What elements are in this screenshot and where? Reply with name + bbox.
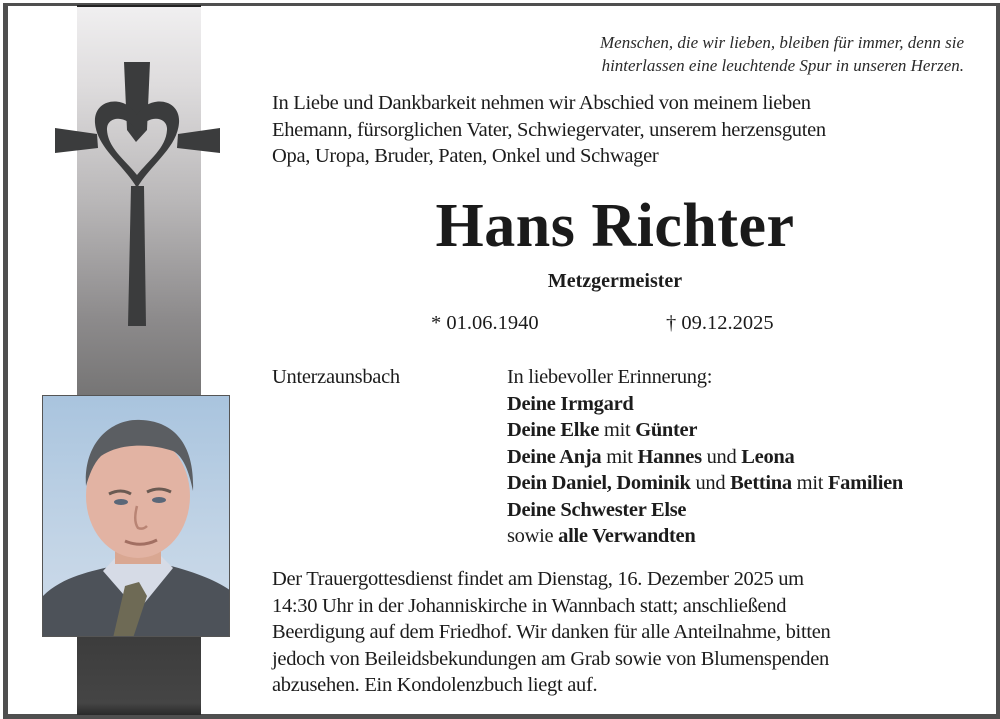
mourner-line — [507, 523, 903, 550]
mourner-name: Hannes — [637, 445, 702, 468]
mourner-line — [507, 444, 903, 471]
mourner-line — [507, 391, 903, 418]
quote-line: Menschen, die wir lieben, bleiben für immer, denn sie — [599, 33, 964, 52]
service-line: jedoch von Beileidsbekundungen am Grab sowie von Blumenspenden — [272, 647, 829, 670]
service-line: 14:30 Uhr in der Johanniskirche in Wannbach statt; anschließend — [272, 594, 787, 617]
portrait-photo — [42, 395, 230, 637]
strip-dark-bottom — [77, 635, 201, 715]
mourner-name: Günter — [635, 419, 698, 441]
mourner-name: Familien — [827, 472, 903, 494]
mourner-line — [507, 470, 903, 497]
connector-text: mit — [791, 472, 828, 494]
mourners-list — [507, 364, 903, 550]
deceased-occupation: Metzgermeister — [547, 270, 683, 292]
funeral-service-text — [272, 566, 972, 699]
mourners-heading: In liebevoller Erinnerung: — [507, 366, 713, 388]
quote-line: hinterlassen eine leuchtende Spur in unseren Herzen. — [601, 56, 964, 75]
connector-text: sowie — [507, 525, 559, 547]
birth-date: * 01.06.1940 — [431, 312, 539, 334]
mourner-line — [507, 417, 903, 444]
intro-line: In Liebe und Dankbarkeit nehmen wir Abschied von meinem lieben — [272, 92, 811, 114]
connector-text: mit — [601, 445, 638, 468]
intro-text — [272, 90, 972, 170]
intro-line: Ehemann, fürsorglichen Vater, Schwiegervater, unserem herzensguten — [272, 118, 826, 141]
mourner-name: Bettina — [730, 472, 792, 494]
mourner-name: alle Verwandten — [558, 525, 696, 547]
cross-with-heart-icon — [55, 60, 225, 330]
mourner-name: Leona — [741, 445, 795, 468]
mourner-name: Deine Anja — [507, 445, 602, 468]
service-line: abzusehen. Ein Kondolenzbuch liegt auf. — [272, 674, 598, 696]
memorial-quote — [524, 31, 964, 77]
mourner-name: Deine Irmgard — [507, 392, 634, 415]
connector-text: mit — [599, 419, 636, 441]
mourner-name: Deine Schwester Else — [507, 498, 687, 521]
death-date: † 09.12.2025 — [666, 312, 774, 334]
mourner-line — [507, 497, 903, 524]
connector-text: und — [690, 472, 731, 494]
mourner-lines — [507, 391, 903, 550]
mourner-name: Deine Elke — [507, 419, 600, 441]
intro-line: Opa, Uropa, Bruder, Paten, Onkel und Schwager — [272, 145, 659, 167]
connector-text: und — [701, 445, 742, 468]
deceased-name: Hans Richter — [435, 192, 795, 260]
service-line: Der Trauergottesdienst findet am Dienstag, 16. Dezember 2025 um — [272, 568, 804, 590]
mourner-name: Dein Daniel, Dominik — [507, 472, 691, 494]
residence-place: Unterzaunsbach — [272, 366, 400, 388]
service-line: Beerdigung auf dem Friedhof. Wir danken für alle Anteilnahme, bitten — [272, 621, 831, 643]
